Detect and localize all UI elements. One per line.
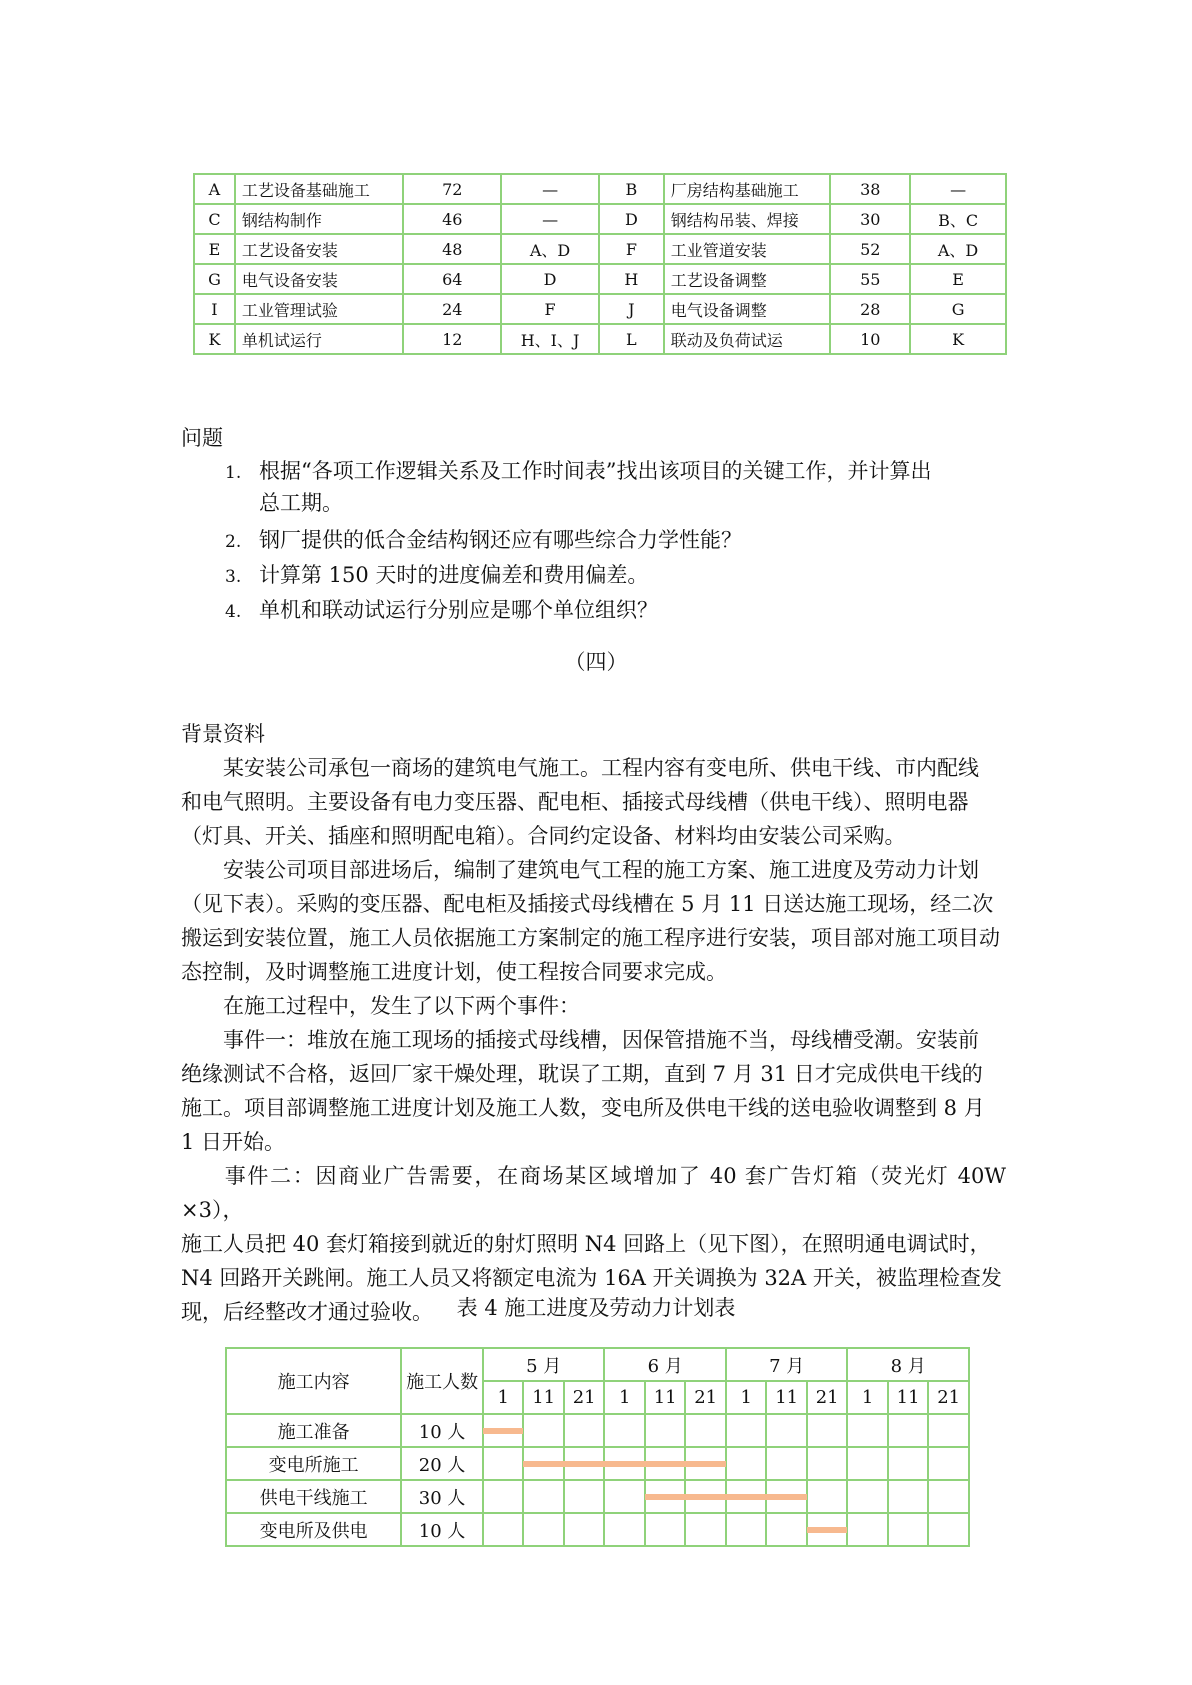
day-header: 11 <box>523 1381 564 1414</box>
table-cell: 联动及负荷试运 <box>664 324 831 354</box>
table-cell: — <box>501 174 599 204</box>
day-header: 11 <box>888 1381 929 1414</box>
schedule-cell <box>888 1513 929 1546</box>
schedule-cell <box>564 1414 605 1447</box>
table-cell: K <box>194 324 235 354</box>
schedule-cell <box>645 1414 686 1447</box>
schedule-cell <box>645 1513 686 1546</box>
task-name: 变电所及供电 <box>226 1513 401 1546</box>
table-cell: 12 <box>403 324 501 354</box>
schedule-cell <box>766 1414 807 1447</box>
table-cell: A <box>194 174 235 204</box>
text-line: 绝缘测试不合格，返回厂家干燥处理，耽误了工期，直到 7 月 31 日才完成供电干线的 <box>181 1062 983 1086</box>
event-one-paragraph <box>181 1023 1006 1159</box>
schedule-cell <box>604 1513 644 1546</box>
question-text: 根据“各项工作逻辑关系及工作时间表”找出该项目的关键工作，并计算出 <box>259 459 932 483</box>
day-header: 11 <box>766 1381 807 1414</box>
schedule-cell <box>928 1414 969 1447</box>
table-cell: 电气设备安装 <box>235 264 404 294</box>
task-workers: 10 人 <box>401 1513 483 1546</box>
table-cell: — <box>910 174 1006 204</box>
schedule-cell <box>483 1480 523 1513</box>
gantt-bar <box>564 1461 605 1467</box>
schedule-cell <box>604 1447 644 1480</box>
text-line: 安装公司项目部进场后，编制了建筑电气工程的施工方案、施工进度及劳动力计划 <box>223 858 979 882</box>
text-line: 施工人员把 40 套灯箱接到就近的射灯照明 N4 回路上（见下图），在照明通电调试时， <box>181 1232 991 1256</box>
table-cell: 28 <box>830 294 910 324</box>
header-workers: 施工人数 <box>401 1348 483 1414</box>
table-cell: 厂房结构基础施工 <box>664 174 831 204</box>
question-number: 2. <box>225 532 242 552</box>
schedule-cell <box>847 1480 887 1513</box>
schedule-cell <box>847 1414 887 1447</box>
gantt-bar <box>483 1428 523 1434</box>
text-line: 态控制，及时调整施工进度计划，使工程按合同要求完成。 <box>181 960 727 984</box>
schedule-cell <box>766 1447 807 1480</box>
schedule-cell <box>888 1480 929 1513</box>
table-row <box>194 234 1006 264</box>
background-paragraph-1 <box>181 751 1006 853</box>
schedule-cell <box>726 1480 766 1513</box>
question-number: 4. <box>225 602 242 622</box>
schedule-cell <box>685 1414 726 1447</box>
month-header: 8 月 <box>847 1348 969 1381</box>
schedule-cell <box>888 1447 929 1480</box>
question-text: 单机和联动试运行分别应是哪个单位组织？ <box>259 598 658 622</box>
table-cell: 钢结构吊装、焊接 <box>664 204 831 234</box>
text-line: 1 日开始。 <box>181 1130 286 1154</box>
section-title: （四） <box>564 650 628 674</box>
schedule-cell <box>807 1513 848 1546</box>
day-header: 1 <box>604 1381 644 1414</box>
schedule-row <box>226 1447 969 1480</box>
text-line: （见下表）。采购的变压器、配电柜及插接式母线槽在 5 月 11 日送达施工现场，经二次 <box>181 892 994 916</box>
schedule-cell <box>807 1480 848 1513</box>
table-cell: K <box>910 324 1006 354</box>
gantt-bar <box>645 1494 686 1500</box>
question-number: 3. <box>225 567 242 587</box>
day-header: 1 <box>483 1381 523 1414</box>
table-cell: 38 <box>830 174 910 204</box>
schedule-cell <box>847 1447 887 1480</box>
text-line: （灯具、开关、插座和照明配电箱）。合同约定设备、材料均由安装公司采购。 <box>181 824 906 848</box>
question-2 <box>225 525 742 557</box>
schedule-cell <box>604 1414 644 1447</box>
table-cell: 72 <box>403 174 501 204</box>
table-cell: I <box>194 294 235 324</box>
day-header: 11 <box>645 1381 686 1414</box>
question-text-continued: 总工期。 <box>259 491 343 515</box>
schedule-cell <box>766 1513 807 1546</box>
task-workers: 10 人 <box>401 1414 483 1447</box>
gantt-bar <box>645 1461 686 1467</box>
schedule-cell <box>928 1447 969 1480</box>
gantt-bar <box>807 1527 848 1533</box>
gantt-bar <box>604 1461 644 1467</box>
schedule-cell <box>685 1513 726 1546</box>
table-cell: 64 <box>403 264 501 294</box>
text-line: N4 回路开关跳闸。施工人员又将额定电流为 16A 开关调换为 32A 开关，被监理检查发 <box>181 1266 1002 1290</box>
table-cell: E <box>910 264 1006 294</box>
table-cell: 工艺设备调整 <box>664 264 831 294</box>
table-cell: 24 <box>403 294 501 324</box>
schedule-cell <box>807 1447 848 1480</box>
day-header: 21 <box>685 1381 726 1414</box>
text-line: 和电气照明。主要设备有电力变压器、配电柜、插接式母线槽（供电干线）、照明电器 <box>181 790 969 814</box>
schedule-cell <box>564 1513 605 1546</box>
table-cell: 10 <box>830 324 910 354</box>
schedule-cell <box>564 1480 605 1513</box>
table-cell: 工业管理试验 <box>235 294 404 324</box>
schedule-cell <box>928 1513 969 1546</box>
background-heading: 背景资料 <box>181 722 265 746</box>
schedule-cell <box>685 1480 726 1513</box>
table-cell: A、D <box>910 234 1006 264</box>
text-line: 某安装公司承包一商场的建筑电气施工。工程内容有变电所、供电干线、市内配线 <box>223 756 979 780</box>
schedule-cell <box>604 1480 644 1513</box>
table-cell: G <box>910 294 1006 324</box>
table-cell: H <box>599 264 664 294</box>
text-line: 现，后经整改才通过验收。 <box>181 1300 433 1324</box>
header-content: 施工内容 <box>226 1348 401 1414</box>
month-header: 5 月 <box>483 1348 604 1381</box>
gantt-bar <box>523 1461 564 1467</box>
schedule-cell <box>726 1447 766 1480</box>
background-paragraph-2 <box>181 853 1006 989</box>
task-name: 施工准备 <box>226 1414 401 1447</box>
text-line: 事件二：因商业广告需要，在商场某区域增加了 40 套广告灯箱（荧光灯 40W ×3）， <box>181 1164 1006 1222</box>
table-cell: 工艺设备安装 <box>235 234 404 264</box>
table-cell: 工业管道安装 <box>664 234 831 264</box>
schedule-cell <box>726 1414 766 1447</box>
schedule-cell <box>685 1447 726 1480</box>
table-cell: F <box>599 234 664 264</box>
schedule-cell <box>807 1414 848 1447</box>
task-workers: 30 人 <box>401 1480 483 1513</box>
month-header: 7 月 <box>726 1348 847 1381</box>
table-cell: B <box>599 174 664 204</box>
task-workers: 20 人 <box>401 1447 483 1480</box>
question-text: 计算第 150 天时的进度偏差和费用偏差。 <box>259 563 649 587</box>
schedule-row <box>226 1480 969 1513</box>
schedule-cell <box>726 1513 766 1546</box>
table-cell: A、D <box>501 234 599 264</box>
question-4 <box>225 595 658 627</box>
table-cell: J <box>599 294 664 324</box>
gantt-bar <box>726 1494 766 1500</box>
table-row <box>194 264 1006 294</box>
table-row <box>194 324 1006 354</box>
text-line: 事件一：堆放在施工现场的插接式母线槽，因保管措施不当，母线槽受潮。安装前 <box>223 1028 979 1052</box>
table-cell: 55 <box>830 264 910 294</box>
schedule-cell <box>523 1480 564 1513</box>
schedule-row <box>226 1513 969 1546</box>
gantt-bar <box>685 1461 726 1467</box>
question-1 <box>225 456 931 518</box>
schedule-cell <box>766 1480 807 1513</box>
table-cell: 48 <box>403 234 501 264</box>
table-cell: H、I、J <box>501 324 599 354</box>
table-cell: — <box>501 204 599 234</box>
schedule-cell <box>523 1513 564 1546</box>
schedule-cell <box>645 1480 686 1513</box>
schedule-row <box>226 1414 969 1447</box>
table-cell: 46 <box>403 204 501 234</box>
task-name: 供电干线施工 <box>226 1480 401 1513</box>
schedule-cell <box>483 1447 523 1480</box>
questions-heading: 问题 <box>181 426 223 450</box>
table-cell: F <box>501 294 599 324</box>
table-cell: D <box>501 264 599 294</box>
schedule-cell <box>645 1447 686 1480</box>
table-cell: 钢结构制作 <box>235 204 404 234</box>
schedule-cell <box>928 1480 969 1513</box>
day-header: 21 <box>928 1381 969 1414</box>
background-paragraph-3 <box>181 989 1006 1023</box>
question-text: 钢厂提供的低合金结构钢还应有哪些综合力学性能？ <box>259 528 742 552</box>
day-header: 1 <box>847 1381 887 1414</box>
schedule-cell <box>523 1447 564 1480</box>
table-cell: 30 <box>830 204 910 234</box>
task-name: 变电所施工 <box>226 1447 401 1480</box>
schedule-table <box>225 1347 970 1547</box>
table-cell: 52 <box>830 234 910 264</box>
gantt-bar <box>766 1494 807 1500</box>
table-row <box>194 174 1006 204</box>
schedule-cell <box>847 1513 887 1546</box>
day-header: 21 <box>807 1381 848 1414</box>
table-row <box>194 204 1006 234</box>
month-header: 6 月 <box>604 1348 725 1381</box>
work-logic-table <box>193 173 1007 355</box>
schedule-table-caption: 表 4 施工进度及劳动力计划表 <box>456 1296 736 1320</box>
schedule-cell <box>564 1447 605 1480</box>
table-cell: L <box>599 324 664 354</box>
table-cell: 单机试运行 <box>235 324 404 354</box>
text-line: 搬运到安装位置，施工人员依据施工方案制定的施工程序进行安装，项目部对施工项目动 <box>181 926 1000 950</box>
table-cell: 电气设备调整 <box>664 294 831 324</box>
gantt-bar <box>685 1494 726 1500</box>
schedule-cell <box>888 1414 929 1447</box>
day-header: 21 <box>564 1381 605 1414</box>
table-cell: E <box>194 234 235 264</box>
schedule-cell <box>483 1513 523 1546</box>
table-cell: C <box>194 204 235 234</box>
schedule-cell <box>523 1414 564 1447</box>
question-number: 1. <box>225 463 242 483</box>
table-cell: 工艺设备基础施工 <box>235 174 404 204</box>
table-cell: D <box>599 204 664 234</box>
table-cell: G <box>194 264 235 294</box>
table-cell: B、C <box>910 204 1006 234</box>
text-line: 施工。项目部调整施工进度计划及施工人数，变电所及供电干线的送电验收调整到 8 月 <box>181 1096 985 1120</box>
question-3 <box>225 560 648 592</box>
day-header: 1 <box>726 1381 766 1414</box>
table-row <box>194 294 1006 324</box>
schedule-cell <box>483 1414 523 1447</box>
text-line: 在施工过程中，发生了以下两个事件： <box>223 994 580 1018</box>
